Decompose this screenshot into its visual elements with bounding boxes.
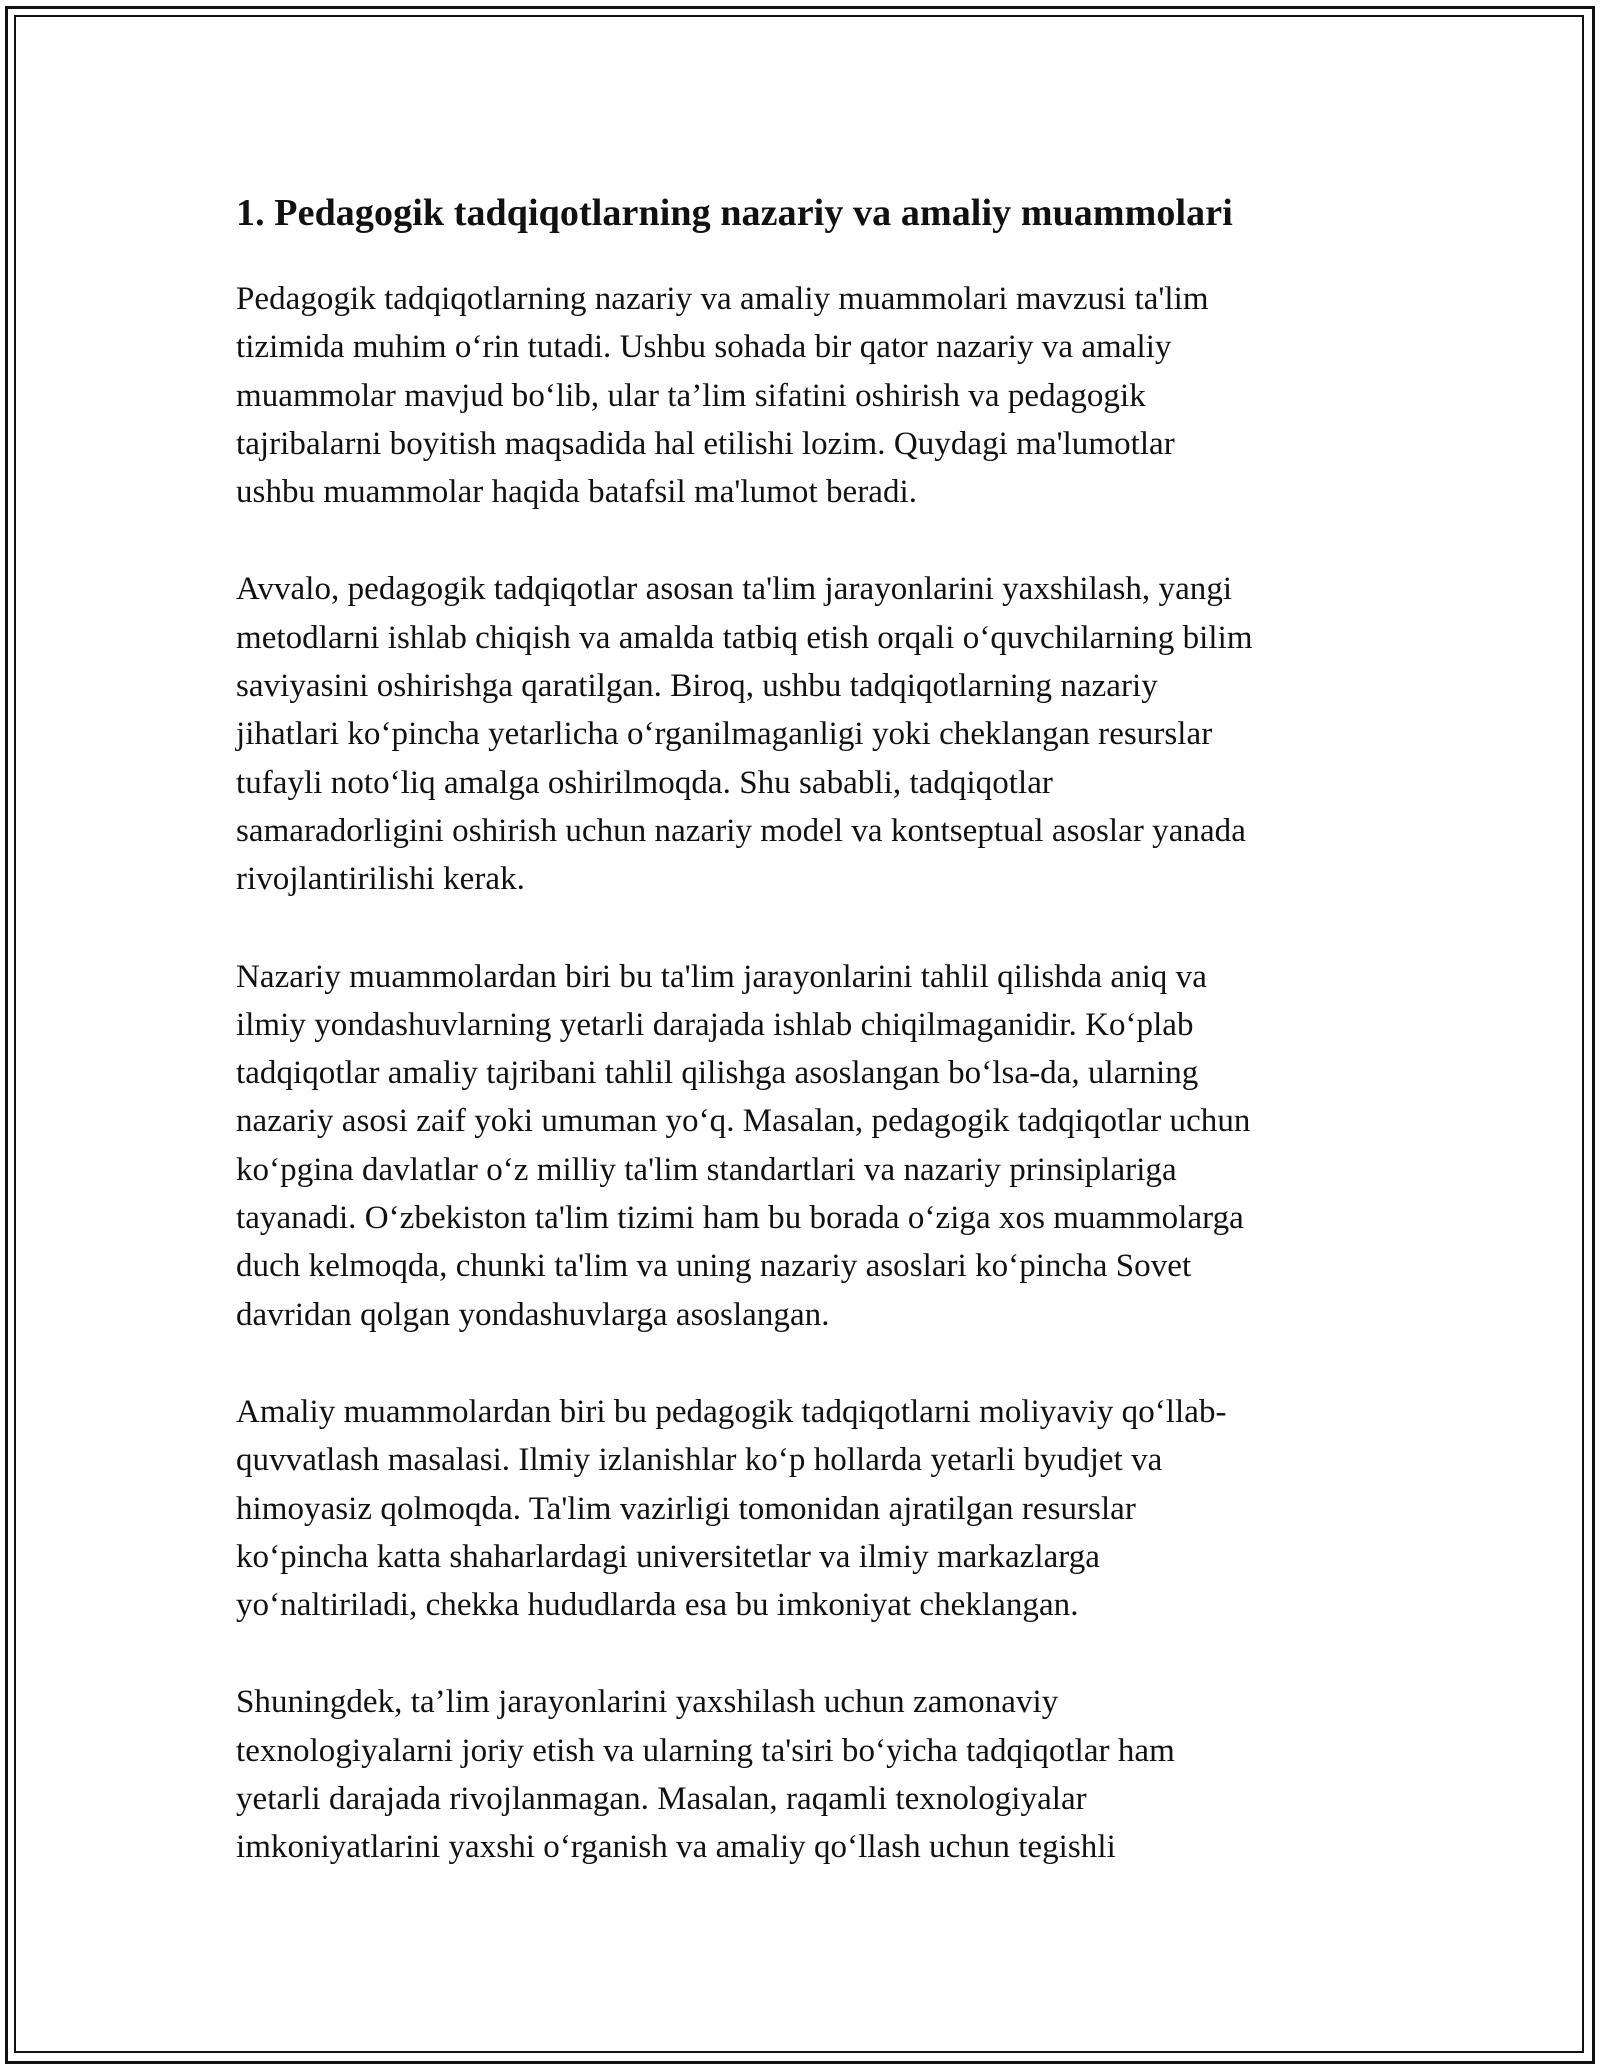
text-line: davridan qolgan yondashuvlarga asoslangan. — [236, 1296, 830, 1333]
text-line: texnologiyalarni joriy etish va ularning ta'siri bo‘yicha tadqiqotlar ham — [236, 1732, 1175, 1769]
text-line: samaradorligini oshirish uchun nazariy model va kontseptual asoslar yanada — [236, 812, 1246, 849]
text-line: quvvatlash masalasi. Ilmiy izlanishlar ko‘p hollarda yetarli byudjet va — [236, 1442, 1163, 1479]
text-line: tizimida muhim o‘rin tutadi. Ushbu sohada bir qator nazariy va amaliy — [236, 329, 1172, 366]
text-line: tadqiqotlar amaliy tajribani tahlil qilishga asoslangan bo‘lsa-da, ularning — [236, 1055, 1199, 1092]
text-line: rivojlantirilishi kerak. — [236, 861, 525, 898]
text-line: muammolar mavjud bo‘lib, ular ta’lim sifatini oshirish va pedagogik — [236, 377, 1146, 414]
text-line: tayanadi. O‘zbekiston ta'lim tizimi ham bu borada o‘ziga xos muammolarga — [236, 1200, 1244, 1237]
text-line: tufayli noto‘liq amalga oshirilmoqda. Shu sababli, tadqiqotlar — [236, 764, 1053, 801]
paragraph-5 — [236, 1678, 1376, 1871]
text-line: metodlarni ishlab chiqish va amalda tatbiq etish orqali o‘quvchilarning bilim — [236, 619, 1253, 656]
text-line: Shuningdek, ta’lim jarayonlarini yaxshilash uchun zamonaviy — [236, 1684, 1059, 1721]
paragraph-2 — [236, 565, 1376, 903]
text-line: Nazariy muammolardan biri bu ta'lim jarayonlarini tahlil qilishda aniq va — [236, 958, 1207, 995]
page-title: 1. Pedagogik tadqiqotlarning nazariy va amaliy muammolari — [236, 192, 1233, 234]
text-line: Amaliy muammolardan biri bu pedagogik tadqiqotlarni moliyaviy qo‘llab- — [236, 1393, 1227, 1430]
text-line: duch kelmoqda, chunki ta'lim va uning nazariy asoslari ko‘pincha Sovet — [236, 1248, 1192, 1285]
paragraph-4 — [236, 1388, 1376, 1629]
text-line: himoyasiz qolmoqda. Ta'lim vazirligi tomonidan ajratilgan resurslar — [236, 1490, 1136, 1527]
document-body — [236, 185, 1376, 1921]
text-line: Pedagogik tadqiqotlarning nazariy va amaliy muammolari mavzusi ta'lim — [236, 281, 1209, 317]
text-line: ushbu muammolar haqida batafsil ma'lumot beradi. — [236, 474, 918, 511]
paragraph-1 — [236, 275, 1376, 516]
text-line: jihatlari ko‘pincha yetarlicha o‘rganilmaganligi yoki cheklangan resurslar — [236, 716, 1213, 753]
text-line: tajribalarni boyitish maqsadida hal etilishi lozim. Quydagi ma'lumotlar — [236, 425, 1175, 462]
paragraph-3 — [236, 953, 1376, 1339]
text-line: yo‘naltiriladi, chekka hududlarda esa bu imkoniyat cheklangan. — [236, 1587, 1079, 1624]
text-line: saviyasini oshirishga qaratilgan. Biroq, ushbu tadqiqotlarning nazariy — [236, 668, 1158, 705]
text-line: yetarli darajada rivojlanmagan. Masalan, raqamli texnologiyalar — [236, 1781, 1087, 1818]
text-line: ko‘pincha katta shaharlardagi universitetlar va ilmiy markazlarga — [236, 1538, 1100, 1575]
text-line: ilmiy yondashuvlarning yetarli darajada ishlab chiqilmaganidir. Ko‘plab — [236, 1006, 1194, 1043]
text-line: imkoniyatlarini yaxshi o‘rganish va amaliy qo‘llash uchun tegishli — [236, 1829, 1116, 1866]
text-line: Avvalo, pedagogik tadqiqotlar asosan ta'lim jarayonlarini yaxshilash, yangi — [236, 571, 1233, 608]
text-line: nazariy asosi zaif yoki umuman yo‘q. Masalan, pedagogik tadqiqotlar uchun — [236, 1103, 1251, 1140]
text-line: ko‘pgina davlatlar o‘z milliy ta'lim standartlari va nazariy prinsiplariga — [236, 1151, 1177, 1188]
